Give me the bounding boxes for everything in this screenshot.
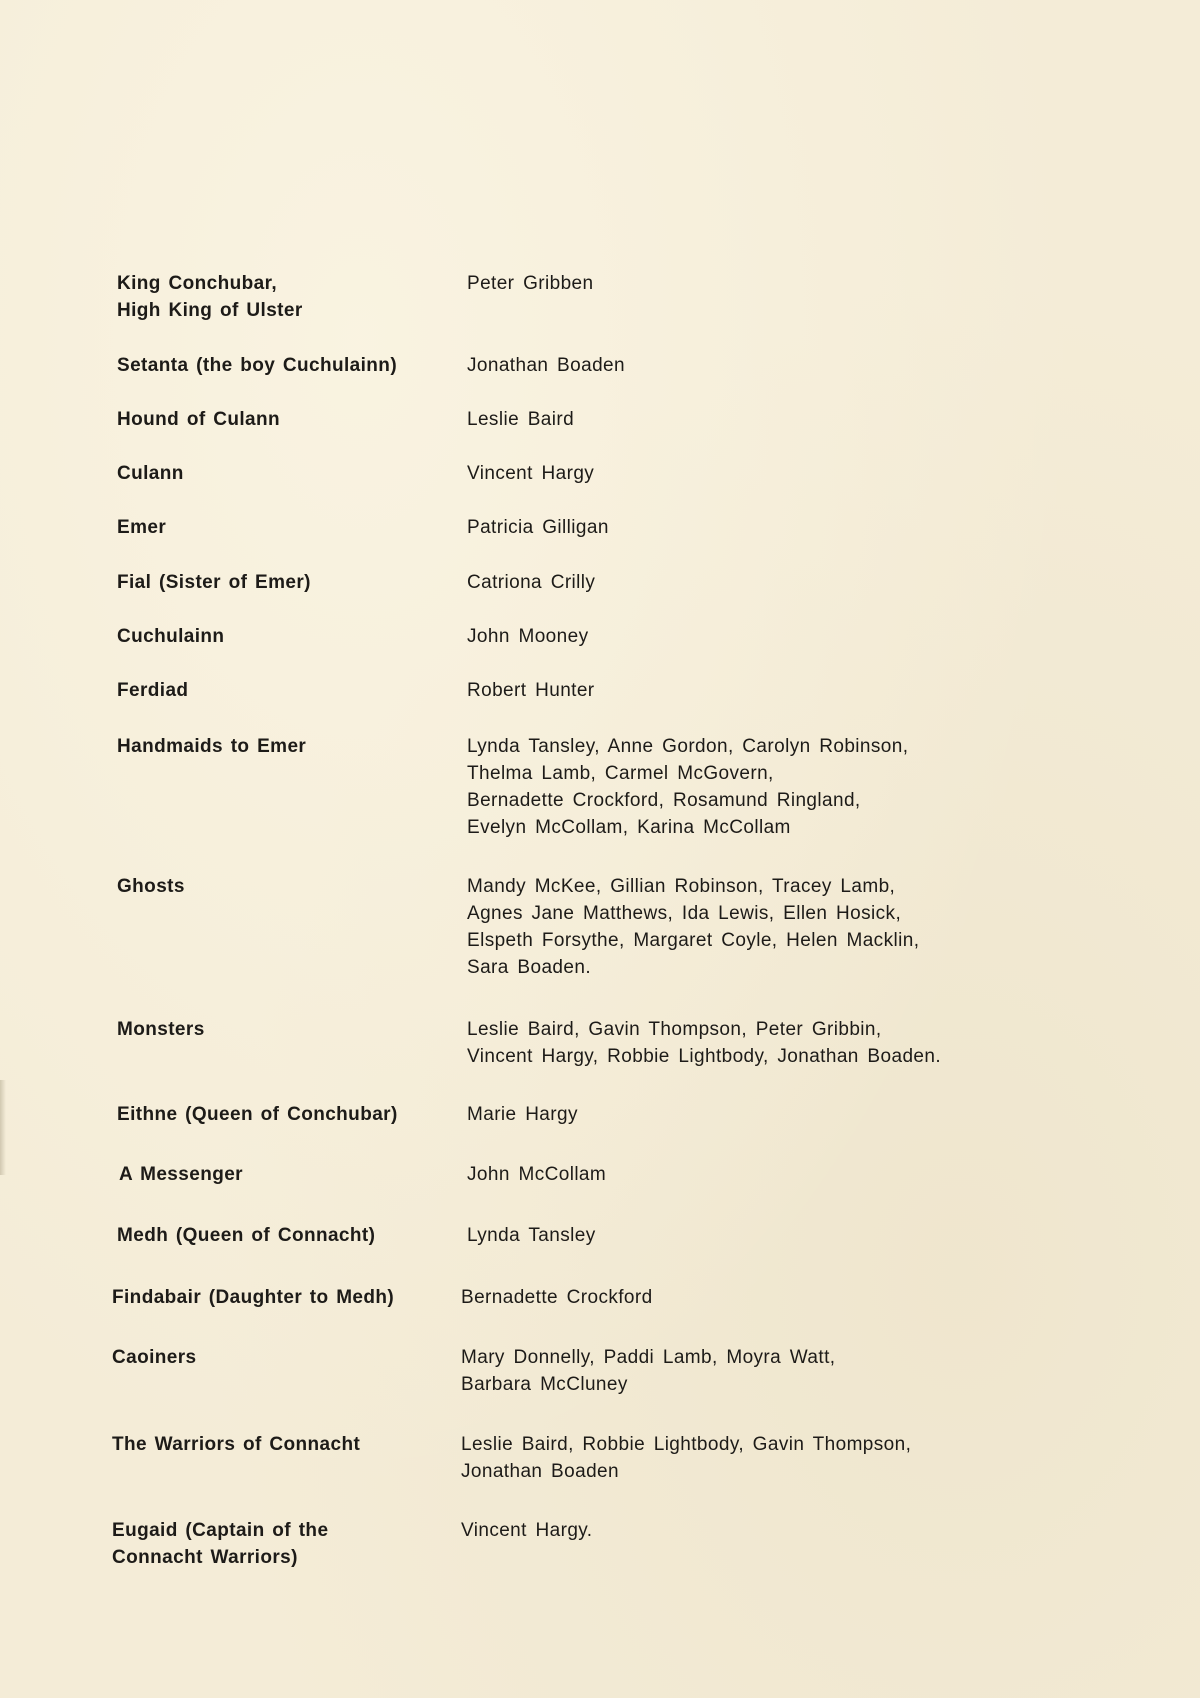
role-name: Ferdiad [117,680,189,701]
actor-name: Mary Donnelly, Paddi Lamb, Moyra Watt, Barbara McCluney [461,1347,836,1395]
role-name: Handmaids to Emer [117,736,307,757]
actor-name: Peter Gribben [467,273,594,294]
actor-name: Catriona Crilly [467,572,596,593]
role-name: Caoiners [112,1347,197,1368]
role-name: Medh (Queen of Connacht) [117,1225,376,1246]
actor-name: Leslie Baird, Robbie Lightbody, Gavin Thompson, Jonathan Boaden [461,1434,912,1482]
role-name: The Warriors of Connacht [112,1434,361,1455]
role-name: Ghosts [117,876,185,897]
actor-name: Leslie Baird [467,409,575,430]
role-name: Fial (Sister of Emer) [117,572,311,593]
actor-name: John Mooney [467,626,589,647]
actor-name: Vincent Hargy. [461,1520,593,1541]
role-name: Monsters [117,1019,205,1040]
actor-name: Bernadette Crockford [461,1287,653,1308]
role-name: Eithne (Queen of Conchubar) [117,1104,398,1125]
actor-name: Leslie Baird, Gavin Thompson, Peter Gribbin, Vincent Hargy, Robbie Lightbody, Jonathan Boaden. [467,1019,942,1067]
role-name: Emer [117,517,167,538]
actor-name: Lynda Tansley [467,1225,596,1246]
actor-name: Vincent Hargy [467,463,595,484]
actor-name: Robert Hunter [467,680,595,701]
actor-name: Patricia Gilligan [467,517,609,538]
role-name: Culann [117,463,184,484]
actor-name: Jonathan Boaden [467,355,625,376]
role-name: Setanta (the boy Cuchulainn) [117,355,398,376]
role-name: Cuchulainn [117,626,225,647]
role-name: A Messenger [119,1164,243,1185]
actor-name: John McCollam [467,1164,607,1185]
role-name: Findabair (Daughter to Medh) [112,1287,395,1308]
role-name: King Conchubar, High King of Ulster [117,273,303,321]
actor-name: Lynda Tansley, Anne Gordon, Carolyn Robinson, Thelma Lamb, Carmel McGovern, Bernadette Crockford, Rosamund Ringland, Evelyn McCollam, Karina McCollam [467,736,909,838]
role-name: Hound of Culann [117,409,281,430]
actor-name: Marie Hargy [467,1104,578,1125]
actor-name: Mandy McKee, Gillian Robinson, Tracey Lamb, Agnes Jane Matthews, Ida Lewis, Ellen Hosick, Elspeth Forsythe, Margaret Coyle, Helen Macklin, Sara Boaden. [467,876,920,978]
role-name: Eugaid (Captain of the Connacht Warriors) [112,1520,329,1568]
